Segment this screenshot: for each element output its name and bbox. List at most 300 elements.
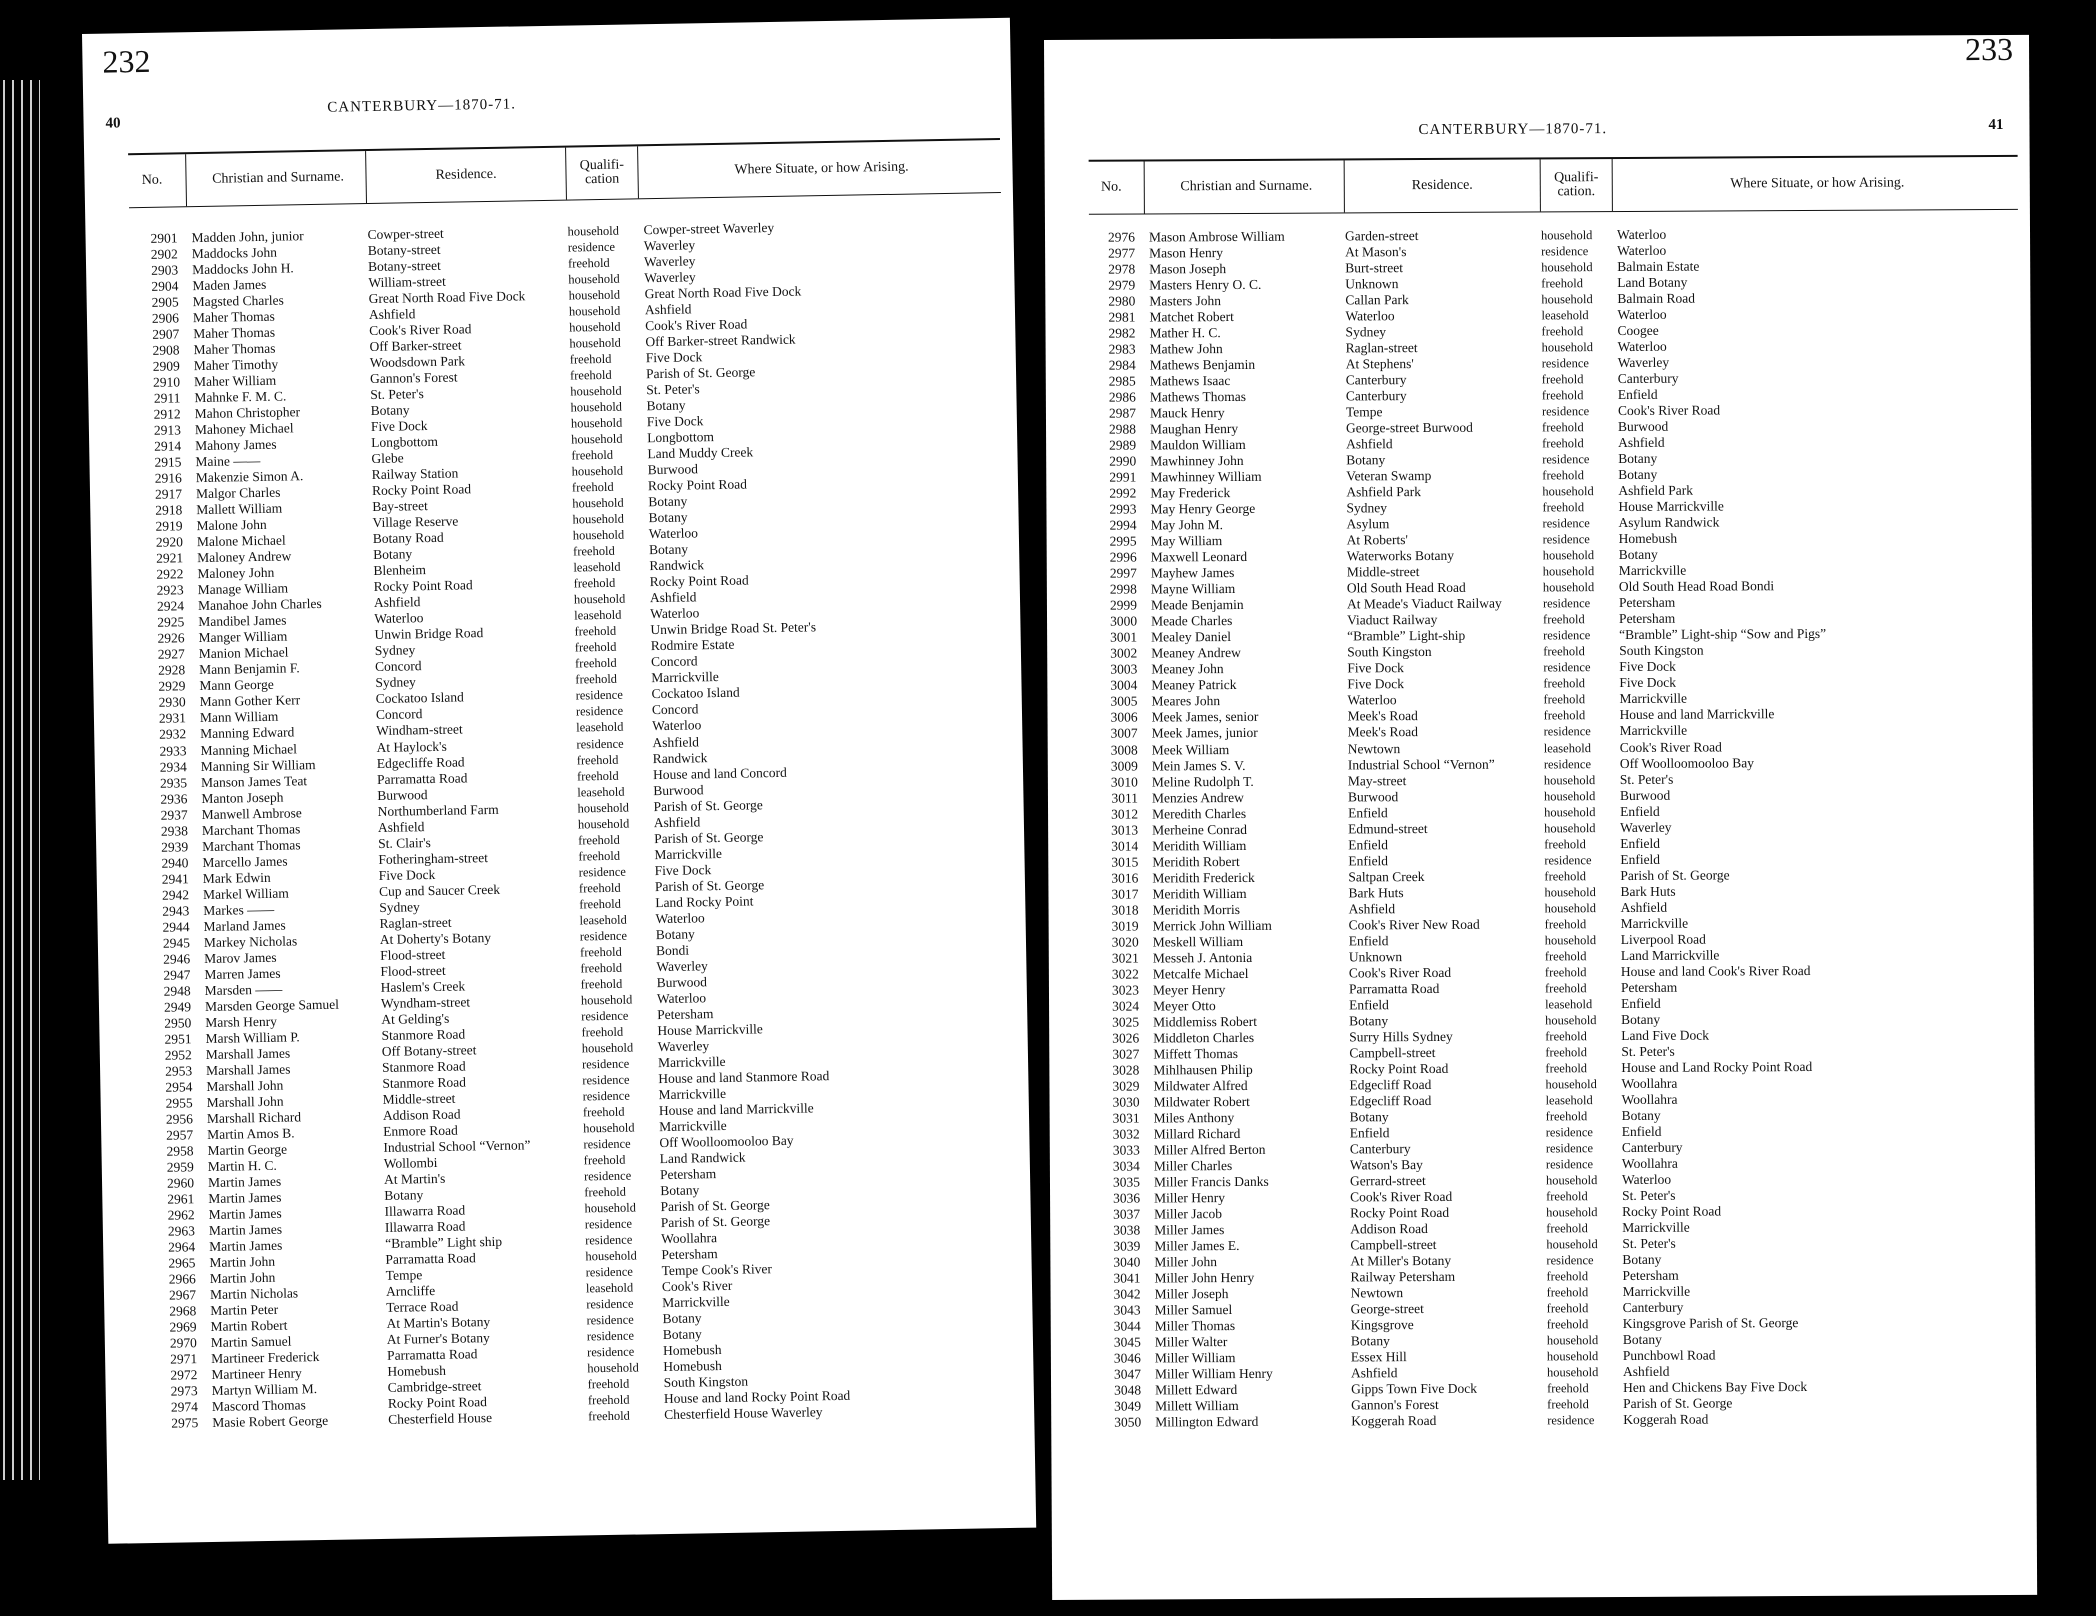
voter-residence: Sydney bbox=[379, 898, 420, 915]
voter-residence: Industrial School “Vernon” bbox=[383, 1137, 531, 1155]
property-location: Liverpool Road bbox=[1620, 931, 1706, 947]
entry-number: 2957 bbox=[166, 1127, 194, 1143]
voter-name: Marsden George Samuel bbox=[204, 996, 340, 1014]
voter-qualification: household bbox=[569, 319, 621, 335]
voter-qualification: residence bbox=[1543, 756, 1592, 771]
entry-number: 2934 bbox=[159, 758, 187, 775]
voter-qualification: freehold bbox=[1546, 1189, 1588, 1204]
entry-number: 3041 bbox=[1113, 1270, 1141, 1286]
voter-qualification: household bbox=[568, 303, 621, 319]
voter-name: Makenzie Simon A. bbox=[195, 468, 304, 486]
property-location: Homebush bbox=[662, 1342, 722, 1359]
property-location: Cook's River bbox=[661, 1277, 733, 1295]
voter-name: Martin James bbox=[209, 1237, 283, 1254]
voter-name: Miller William bbox=[1154, 1350, 1236, 1366]
entry-number: 3022 bbox=[1111, 966, 1139, 982]
entry-number: 2983 bbox=[1108, 341, 1136, 357]
voter-residence: Tempe bbox=[385, 1267, 423, 1283]
entry-number: 2966 bbox=[168, 1271, 196, 1287]
voter-qualification: residence bbox=[582, 1072, 630, 1088]
voter-residence: Five Dock bbox=[378, 866, 436, 883]
entry-number: 2939 bbox=[161, 838, 189, 855]
voter-residence: St. Clair's bbox=[378, 834, 431, 851]
voter-residence: Raglan-street bbox=[379, 914, 452, 931]
voter-residence: Windham-street bbox=[376, 721, 463, 739]
voter-name: Marchant Thomas bbox=[201, 820, 301, 838]
voter-name: Meredith Charles bbox=[1152, 805, 1247, 822]
voter-qualification: residence bbox=[1542, 452, 1590, 467]
entry-number: 2995 bbox=[1109, 533, 1137, 549]
voter-residence: St. Peter's bbox=[370, 386, 424, 403]
entry-number: 2961 bbox=[167, 1191, 195, 1207]
voter-qualification: freehold bbox=[1543, 692, 1586, 707]
voter-residence: Edgecliff Road bbox=[1349, 1092, 1432, 1109]
voter-residence: Parramatta Road bbox=[385, 1250, 476, 1267]
property-location: Bark Huts bbox=[1620, 883, 1676, 899]
entry-number: 2969 bbox=[169, 1319, 197, 1335]
property-location: Five Dock bbox=[1619, 675, 1677, 691]
property-location: Petersham bbox=[1618, 611, 1676, 627]
voter-name: Millard Richard bbox=[1153, 1125, 1241, 1142]
property-location: Burwood bbox=[653, 781, 704, 798]
voter-name: Mayhew James bbox=[1150, 565, 1235, 581]
entry-number: 3042 bbox=[1113, 1286, 1141, 1302]
voter-qualification: residence bbox=[1543, 724, 1591, 739]
voter-name: Miller Henry bbox=[1154, 1190, 1225, 1206]
voter-qualification: residence bbox=[1543, 628, 1591, 643]
voter-qualification: household bbox=[1546, 1349, 1599, 1364]
property-location: Ashfield Park bbox=[1618, 482, 1694, 499]
property-location: Canterbury bbox=[1621, 1139, 1683, 1155]
page-title: CANTERBURY—1870-71. bbox=[1418, 121, 1608, 139]
voter-qualification: freehold bbox=[1546, 1285, 1589, 1300]
voter-name: Millett William bbox=[1155, 1398, 1239, 1414]
voter-name: Miller John Henry bbox=[1154, 1269, 1255, 1286]
entry-number: 2982 bbox=[1108, 325, 1136, 341]
entry-number: 3003 bbox=[1110, 661, 1138, 678]
entry-number: 2937 bbox=[160, 806, 188, 823]
property-location: Botany bbox=[646, 397, 686, 414]
property-location: Petersham bbox=[661, 1246, 718, 1263]
voter-name: Malone John bbox=[196, 517, 267, 534]
entry-number: 2930 bbox=[158, 694, 186, 711]
voter-name: Meridith William bbox=[1152, 837, 1247, 854]
voter-residence: Burt-street bbox=[1345, 260, 1403, 276]
voter-residence: Northumberland Farm bbox=[377, 801, 499, 819]
voter-qualification: leasehold bbox=[1543, 740, 1591, 755]
entry-number: 2902 bbox=[150, 246, 178, 262]
entry-number: 3030 bbox=[1112, 1094, 1140, 1110]
entry-number: 3017 bbox=[1111, 886, 1139, 902]
property-location: Burwood bbox=[647, 461, 699, 478]
voter-name: Mann Gother Kerr bbox=[199, 692, 301, 710]
property-location: Waverley bbox=[643, 253, 696, 270]
entry-number: 3012 bbox=[1111, 806, 1139, 822]
voter-residence: Botany-street bbox=[367, 241, 441, 259]
voter-qualification: freehold bbox=[571, 448, 614, 463]
voter-name: Messeh J. Antonia bbox=[1152, 949, 1253, 966]
property-location: Burwood bbox=[656, 973, 708, 990]
property-location: Old South Head Road Bondi bbox=[1618, 578, 1775, 595]
voter-residence: Homebush bbox=[387, 1362, 447, 1379]
entry-number: 3036 bbox=[1113, 1190, 1141, 1206]
voter-name: Mark Edwin bbox=[202, 869, 271, 886]
entry-number: 2958 bbox=[166, 1143, 194, 1159]
entry-number: 2905 bbox=[151, 294, 179, 310]
voter-residence: Five Dock bbox=[1347, 660, 1404, 676]
voter-qualification: residence bbox=[586, 1328, 635, 1344]
voter-qualification: freehold bbox=[1546, 1269, 1589, 1284]
voter-name: Masters Henry O. C. bbox=[1149, 276, 1262, 293]
entry-number: 3014 bbox=[1111, 838, 1139, 854]
property-location: Waterloo bbox=[648, 525, 699, 542]
voter-name: Mealey Daniel bbox=[1151, 629, 1232, 645]
property-location: Waverley bbox=[644, 269, 696, 286]
entry-number: 3044 bbox=[1113, 1318, 1141, 1334]
voter-name: Martin H. C. bbox=[207, 1157, 277, 1174]
entry-number: 2975 bbox=[171, 1415, 199, 1431]
voter-name: Marshall James bbox=[205, 1061, 291, 1078]
entry-number: 3008 bbox=[1110, 742, 1138, 758]
entry-number: 3043 bbox=[1113, 1302, 1141, 1318]
entry-number: 3011 bbox=[1111, 790, 1139, 806]
voter-name: Manning Sir William bbox=[200, 756, 316, 774]
voter-name: Martin James bbox=[208, 1205, 282, 1222]
voter-qualification: residence bbox=[575, 688, 623, 703]
voter-residence: Illawarra Road bbox=[384, 1218, 466, 1235]
property-location: House and land Stanmore Road bbox=[658, 1067, 830, 1086]
entry-number: 2996 bbox=[1109, 549, 1137, 565]
voter-residence: Burwood bbox=[1347, 788, 1399, 804]
voter-residence: Waterloo bbox=[1347, 692, 1397, 708]
property-location: Concord bbox=[650, 653, 698, 670]
voter-name: Meek James, junior bbox=[1151, 725, 1258, 741]
property-location: Rocky Point Road bbox=[649, 572, 749, 590]
property-location: Waverley bbox=[643, 237, 696, 254]
voter-qualification: household bbox=[577, 800, 630, 816]
voter-qualification: freehold bbox=[1543, 708, 1586, 723]
property-location: Randwick bbox=[652, 749, 708, 766]
voter-qualification: residence bbox=[1542, 516, 1590, 531]
voter-qualification: freehold bbox=[1544, 948, 1587, 964]
property-location: Waverley bbox=[1617, 354, 1670, 371]
property-location: Five Dock bbox=[645, 349, 703, 366]
voter-residence: Viaduct Railway bbox=[1347, 612, 1438, 628]
voter-qualification: household bbox=[1541, 260, 1593, 275]
voter-name: Marshall James bbox=[205, 1045, 291, 1062]
property-location: Parish of St. George bbox=[1620, 867, 1730, 883]
voter-residence: Ashfield bbox=[1348, 900, 1396, 917]
voter-qualification: freehold bbox=[579, 944, 622, 960]
voter-qualification: freehold bbox=[1547, 1397, 1589, 1412]
entry-number: 2984 bbox=[1108, 357, 1136, 373]
property-location: Kingsgrove Parish of St. George bbox=[1622, 1315, 1799, 1332]
entry-number: 2946 bbox=[163, 950, 191, 967]
voter-residence: Fotheringham-street bbox=[378, 849, 489, 867]
voter-qualification: household bbox=[1542, 564, 1595, 579]
entry-number: 2992 bbox=[1109, 485, 1137, 501]
voter-qualification: freehold bbox=[582, 1104, 625, 1120]
property-location: Unwin Bridge Road St. Peter's bbox=[650, 619, 817, 638]
voter-name: Mahon Christopher bbox=[194, 404, 301, 422]
voter-name: Maher Thomas bbox=[193, 324, 276, 342]
voter-qualification: household bbox=[568, 287, 621, 303]
property-location: St. Peter's bbox=[1622, 1235, 1676, 1251]
property-location: Off Barker-street Randwick bbox=[645, 331, 796, 350]
header-qualification: Qualifi-cation bbox=[566, 146, 639, 199]
property-location: Land Botany bbox=[1617, 274, 1688, 291]
property-location: Enfield bbox=[1621, 995, 1661, 1011]
voter-qualification: residence bbox=[584, 1216, 633, 1232]
voter-qualification: freehold bbox=[1545, 1060, 1588, 1076]
voter-name: Marsden —— bbox=[204, 981, 283, 998]
entry-number: 2921 bbox=[156, 550, 184, 567]
voter-residence: “Bramble” Light ship bbox=[385, 1233, 503, 1251]
voter-residence: At Meade's Viaduct Railway bbox=[1346, 595, 1502, 612]
voter-residence: Flood-street bbox=[379, 946, 446, 963]
voter-name: Marshall John bbox=[206, 1077, 284, 1094]
voter-residence: Callan Park bbox=[1345, 292, 1409, 308]
voter-qualification: freehold bbox=[1547, 1381, 1589, 1396]
voter-qualification: residence bbox=[1546, 1253, 1594, 1268]
voter-qualification: residence bbox=[578, 864, 627, 880]
entry-number: 2959 bbox=[166, 1159, 194, 1175]
property-location: Asylum Randwick bbox=[1618, 514, 1720, 531]
property-location: Waterloo bbox=[650, 605, 700, 622]
voter-residence: Cowper-street bbox=[367, 225, 444, 243]
entry-number: 2927 bbox=[157, 646, 185, 663]
entry-number: 2906 bbox=[151, 310, 180, 326]
property-location: Woollahra bbox=[1621, 1075, 1678, 1091]
property-location: Land Randwick bbox=[659, 1149, 746, 1166]
voter-name: Martin John bbox=[209, 1253, 276, 1270]
voter-qualification: household bbox=[577, 816, 630, 832]
voter-name: Maher William bbox=[193, 372, 277, 390]
voter-qualification: household bbox=[1543, 788, 1596, 803]
entry-number: 3021 bbox=[1111, 950, 1139, 966]
voter-residence: Enfield bbox=[1348, 852, 1389, 869]
property-location: Ashfield bbox=[649, 589, 697, 606]
property-location: Concord bbox=[651, 701, 699, 718]
scan-binding-shadow bbox=[0, 80, 40, 1480]
entry-number: 2936 bbox=[160, 790, 188, 807]
property-location: Rocky Point Road bbox=[647, 476, 748, 494]
voter-name: Meade Charles bbox=[1151, 613, 1233, 629]
entry-number: 2985 bbox=[1108, 373, 1136, 389]
voter-residence: Wyndham-street bbox=[380, 994, 471, 1011]
voter-name: Mallett William bbox=[196, 500, 283, 518]
right-page bbox=[1044, 30, 2037, 1600]
property-location: Coogee bbox=[1617, 322, 1659, 339]
entry-number: 2962 bbox=[167, 1207, 195, 1223]
voter-residence: Ashfield bbox=[377, 818, 425, 835]
voter-qualification: freehold bbox=[569, 367, 612, 383]
property-location: Five Dock bbox=[1619, 659, 1676, 675]
voter-qualification: freehold bbox=[1544, 868, 1587, 884]
voter-residence: Ashfield bbox=[368, 306, 416, 323]
voter-qualification: freehold bbox=[1545, 1028, 1587, 1044]
voter-name: Mann Benjamin F. bbox=[198, 660, 300, 678]
voter-residence: Enfield bbox=[1348, 932, 1389, 949]
property-location: Parish of St. George bbox=[654, 876, 765, 894]
property-location: House and land Marrickville bbox=[1619, 706, 1775, 723]
property-location: Off Woolloomooloo Bay bbox=[1619, 754, 1755, 771]
voter-name: Miller Joseph bbox=[1154, 1286, 1229, 1302]
voter-name: Manger William bbox=[198, 628, 288, 646]
property-location: Land Five Dock bbox=[1621, 1027, 1709, 1043]
voter-qualification: freehold bbox=[581, 1024, 624, 1040]
voter-qualification: household bbox=[1544, 932, 1597, 948]
voter-residence: Botany bbox=[1349, 1012, 1389, 1029]
voter-residence: Railway Station bbox=[371, 465, 459, 483]
entry-number: 3049 bbox=[1114, 1398, 1142, 1414]
voter-name: Martineer Henry bbox=[211, 1365, 302, 1383]
voter-qualification: household bbox=[573, 591, 626, 607]
voter-residence: Botany-street bbox=[367, 257, 441, 275]
property-location: Botany bbox=[1621, 1107, 1661, 1123]
property-location: Longbottom bbox=[647, 429, 715, 446]
voter-name: Mahony James bbox=[195, 436, 277, 454]
voter-residence: George-street Burwood bbox=[1345, 419, 1473, 436]
voter-qualification: residence bbox=[1542, 532, 1590, 547]
voter-name: Meade Benjamin bbox=[1150, 597, 1244, 613]
voter-qualification: freehold bbox=[1545, 1044, 1587, 1060]
voter-name: Martin Robert bbox=[210, 1317, 288, 1335]
voter-name: Maher Timothy bbox=[193, 356, 279, 374]
voter-residence: Botany bbox=[1350, 1333, 1390, 1349]
property-location: Botany bbox=[660, 1182, 700, 1199]
property-location: “Bramble” Light-ship “Sow and Pigs” bbox=[1619, 626, 1827, 643]
voter-residence: At Martin's bbox=[383, 1170, 446, 1187]
voter-name: Mann William bbox=[199, 709, 279, 726]
voter-qualification: freehold bbox=[1543, 676, 1586, 691]
property-location: Enfield bbox=[1621, 1123, 1662, 1139]
entry-number: 2929 bbox=[158, 678, 186, 695]
entry-number: 2943 bbox=[162, 902, 190, 919]
voter-name: Middlemiss Robert bbox=[1153, 1013, 1258, 1030]
voter-residence: Burwood bbox=[377, 786, 428, 803]
column-header-row bbox=[128, 138, 1001, 208]
voter-qualification: household bbox=[1544, 900, 1596, 916]
voter-qualification: freehold bbox=[1542, 468, 1584, 483]
voter-qualification: household bbox=[567, 223, 620, 239]
voter-qualification: household bbox=[572, 495, 624, 511]
voter-name: Martin John bbox=[209, 1269, 276, 1286]
voter-qualification: freehold bbox=[1541, 324, 1584, 339]
voter-qualification: residence bbox=[576, 736, 624, 751]
voter-qualification: freehold bbox=[1541, 276, 1583, 291]
voter-qualification: household bbox=[571, 463, 624, 479]
voter-name: Meridith Robert bbox=[1152, 853, 1240, 870]
voter-name: Manion Michael bbox=[198, 644, 289, 662]
voter-qualification: freehold bbox=[578, 880, 621, 896]
entry-number: 2912 bbox=[153, 406, 181, 422]
property-location: Botany bbox=[662, 1326, 702, 1343]
voter-name: Matchet Robert bbox=[1149, 309, 1234, 325]
voter-residence: Ashfield bbox=[1346, 436, 1393, 452]
property-location: Great North Road Five Dock bbox=[644, 283, 802, 302]
voter-residence: Cook's River Road bbox=[369, 321, 472, 339]
voter-name: Mathew John bbox=[1149, 341, 1223, 357]
property-location: Parish of St. George bbox=[660, 1213, 771, 1231]
voter-residence: Cockatoo Island bbox=[375, 689, 464, 707]
property-location: Enfield bbox=[1620, 851, 1661, 867]
voter-residence: Canterbury bbox=[1345, 388, 1407, 404]
property-location: Petersham bbox=[659, 1166, 717, 1183]
header-where: Where Situate, or how Arising. bbox=[1730, 175, 1905, 192]
voter-qualification: household bbox=[1546, 1365, 1599, 1380]
entry-number: 2907 bbox=[152, 326, 180, 342]
voter-name: Martin Amos B. bbox=[207, 1125, 295, 1142]
property-location: Balmain Estate bbox=[1617, 258, 1700, 275]
property-location: Waterloo bbox=[656, 990, 707, 1006]
property-location: Parish of St. George bbox=[653, 828, 764, 846]
voter-name: Marchant Thomas bbox=[202, 836, 301, 854]
voter-qualification: freehold bbox=[1544, 836, 1586, 851]
voter-name: Mathews Thomas bbox=[1149, 389, 1247, 405]
voter-qualification: household bbox=[1545, 1173, 1598, 1188]
voter-qualification: freehold bbox=[583, 1152, 626, 1168]
voter-residence: Sydney bbox=[1345, 324, 1387, 340]
voter-residence: Botany Road bbox=[372, 530, 444, 547]
voter-qualification: freehold bbox=[1543, 644, 1585, 659]
page-number-stamp: 232 bbox=[102, 42, 151, 80]
entry-number: 2947 bbox=[163, 966, 191, 983]
entry-number: 3047 bbox=[1113, 1366, 1142, 1382]
roll-entries bbox=[1089, 225, 2024, 1431]
property-location: Homebush bbox=[663, 1358, 722, 1375]
entry-number: 2917 bbox=[154, 486, 183, 503]
voter-residence: Addison Road bbox=[382, 1106, 461, 1123]
voter-residence: Edgecliffe Road bbox=[376, 753, 465, 771]
voter-residence: George-street bbox=[1350, 1301, 1424, 1317]
voter-qualification: household bbox=[1543, 772, 1596, 787]
entry-number: 3045 bbox=[1113, 1334, 1141, 1350]
entry-number: 2976 bbox=[1107, 229, 1136, 245]
voter-name: Miller Walter bbox=[1154, 1334, 1228, 1350]
voter-residence: Off Botany-street bbox=[381, 1042, 477, 1059]
voter-residence: Enfield bbox=[1348, 836, 1389, 853]
property-location: Botany bbox=[1622, 1331, 1662, 1348]
voter-name: Mathews Isaac bbox=[1149, 373, 1231, 389]
entry-number: 2908 bbox=[152, 342, 180, 358]
voter-residence: Saltpan Creek bbox=[1348, 868, 1425, 885]
voter-residence: At Stephens' bbox=[1345, 356, 1414, 372]
entry-number: 3000 bbox=[1110, 613, 1138, 630]
property-location: Balmain Road bbox=[1617, 290, 1696, 307]
entry-number: 2977 bbox=[1108, 245, 1136, 261]
entry-number: 2990 bbox=[1109, 453, 1137, 469]
voter-residence: Middle-street bbox=[1346, 564, 1420, 580]
entry-number: 2981 bbox=[1108, 309, 1136, 325]
voter-residence: Botany bbox=[1349, 1109, 1389, 1125]
voter-residence: Old South Head Road bbox=[1346, 580, 1466, 596]
voter-residence: Campbell-street bbox=[1350, 1236, 1437, 1253]
voter-residence: Enfield bbox=[1348, 804, 1388, 820]
property-location: Botany bbox=[648, 509, 688, 526]
voter-qualification: freehold bbox=[578, 832, 620, 848]
property-location: Waterloo bbox=[1621, 1171, 1672, 1187]
voter-qualification: residence bbox=[579, 928, 628, 944]
voter-residence: Woodsdown Park bbox=[369, 353, 466, 371]
voter-name: Miller Alfred Berton bbox=[1153, 1141, 1266, 1158]
entry-number: 2967 bbox=[168, 1287, 197, 1303]
voter-name: Magsted Charles bbox=[192, 292, 284, 310]
voter-qualification: freehold bbox=[1544, 964, 1587, 980]
entry-number: 3048 bbox=[1114, 1382, 1142, 1398]
voter-residence: Parramatta Road bbox=[376, 769, 468, 787]
entry-number: 2924 bbox=[156, 598, 185, 615]
